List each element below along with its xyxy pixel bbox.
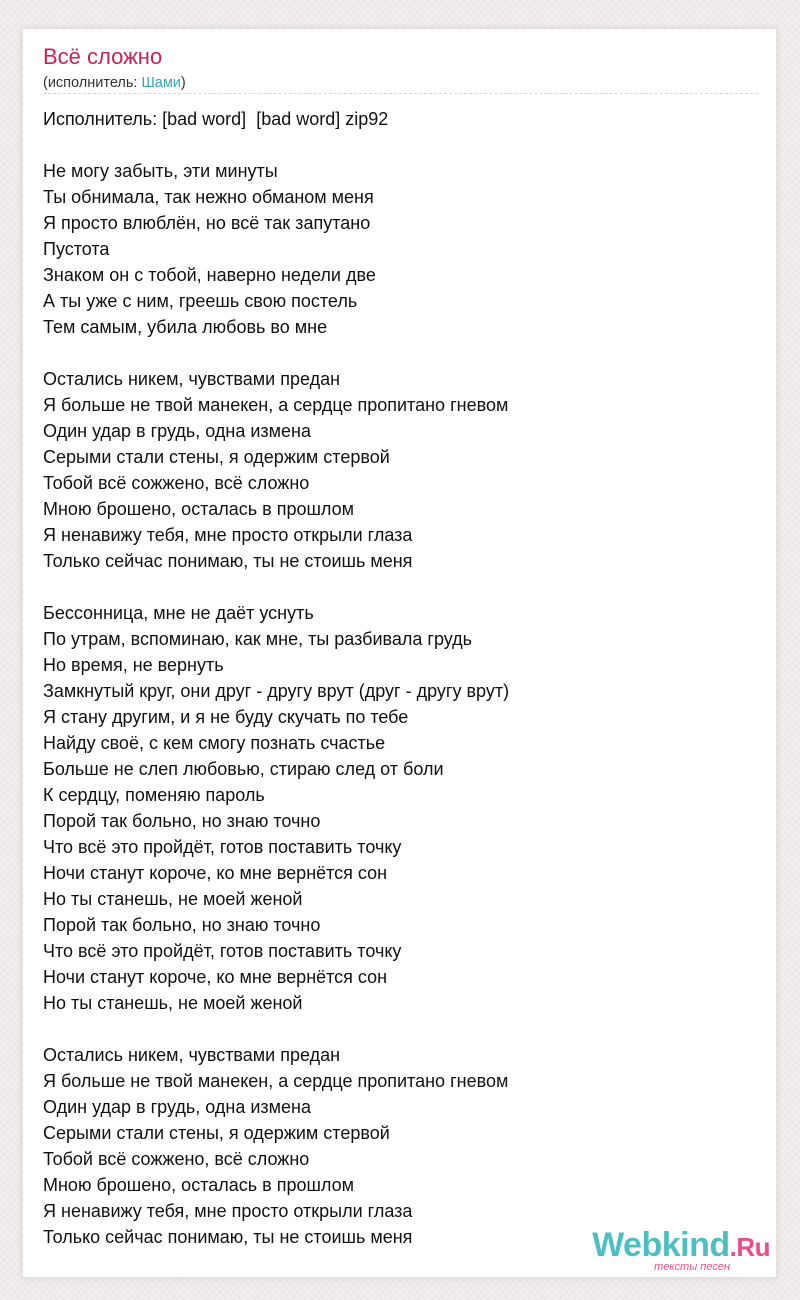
lyric-line: Тобой всё сожжено, всё сложно (43, 1149, 310, 1169)
lyric-line: Серыми стали стены, я одержим стервой (43, 1123, 390, 1143)
lyric-line: Порой так больно, но знаю точно (43, 915, 321, 935)
logo-tagline: тексты песен (654, 1261, 730, 1273)
lyric-line: Знаком он с тобой, наверно недели две (43, 265, 376, 285)
lyric-line (43, 132, 763, 158)
lyric-line: Один удар в грудь, одна измена (43, 421, 311, 441)
lyric-line: Только сейчас понимаю, ты не стоишь меня (43, 1227, 413, 1247)
lyric-line: Я стану другим, и я не буду скучать по тебе (43, 707, 409, 727)
lyric-line: Замкнутый круг, они друг - другу врут (друг - другу врут) (43, 681, 510, 701)
lyrics-text (43, 106, 763, 1250)
lyric-line: Но время, не вернуть (43, 655, 224, 675)
lyric-line: Что всё это пройдёт, готов поставить точку (43, 941, 402, 961)
lyric-line: Серыми стали стены, я одержим стервой (43, 447, 390, 467)
lyric-line: Порой так больно, но знаю точно (43, 811, 321, 831)
lyric-line: Ночи станут короче, ко мне вернётся сон (43, 967, 388, 987)
lyric-line: Но ты станешь, не моей женой (43, 889, 303, 909)
lyric-line: Не могу забыть, эти минуты (43, 161, 278, 181)
artist-suffix: ) (180, 75, 186, 91)
lyric-line: Тем самым, убила любовь во мне (43, 317, 328, 337)
lyric-line: Мною брошено, осталась в прошлом (43, 1175, 355, 1195)
lyric-line: Мною брошено, осталась в прошлом (43, 499, 355, 519)
lyric-line (43, 574, 763, 600)
lyric-line: Я ненавижу тебя, мне просто открыли глаза (43, 525, 413, 545)
lyric-line: Я больше не твой манекен, а сердце пропитано гневом (43, 395, 509, 415)
lyric-line: Что всё это пройдёт, готов поставить точку (43, 837, 402, 857)
lyric-line: Остались никем, чувствами предан (43, 369, 341, 389)
lyric-line: По утрам, вспоминаю, как мне, ты разбивала грудь (43, 629, 473, 649)
lyric-line: Только сейчас понимаю, ты не стоишь меня (43, 551, 413, 571)
lyrics-card (22, 28, 777, 1278)
lyric-line: Остались никем, чувствами предан (43, 1045, 341, 1065)
lyric-line: Ночи станут короче, ко мне вернётся сон (43, 863, 388, 883)
artist-prefix: (исполнитель: (43, 75, 142, 91)
lyric-line: Бессонница, мне не даёт уснуть (43, 603, 314, 623)
lyric-line: Тобой всё сожжено, всё сложно (43, 473, 310, 493)
logo-main-text: Webkind (592, 1226, 730, 1264)
lyric-line: Найду своё, с кем смогу познать счастье (43, 733, 386, 753)
lyric-line: Пустота (43, 239, 110, 259)
logo-tld: .Ru (729, 1232, 770, 1262)
lyric-line: Я просто влюблён, но всё так запутано (43, 213, 371, 233)
lyric-line (43, 340, 763, 366)
lyric-line: Больше не слеп любовью, стираю след от боли (43, 759, 444, 779)
lyric-line: А ты уже с ним, греешь свою постель (43, 291, 358, 311)
lyric-line: Но ты станешь, не моей женой (43, 993, 303, 1013)
lyric-line: Я больше не твой манекен, а сердце пропитано гневом (43, 1071, 509, 1091)
song-title: Всё сложно (43, 44, 163, 69)
lyric-line: Ты обнимала, так нежно обманом меня (43, 187, 374, 207)
lyric-line (43, 1016, 763, 1042)
lyric-line: Один удар в грудь, одна измена (43, 1097, 311, 1117)
dashed-divider (43, 93, 758, 94)
lyric-line: Я ненавижу тебя, мне просто открыли глаза (43, 1201, 413, 1221)
site-logo[interactable] (592, 1227, 770, 1273)
artist-link[interactable]: Шами (141, 75, 181, 91)
lyric-line: К сердцу, поменяю пароль (43, 785, 265, 805)
lyric-line: Исполнитель: [bad word] [bad word] zip92 (43, 109, 389, 129)
artist-line (43, 74, 186, 92)
